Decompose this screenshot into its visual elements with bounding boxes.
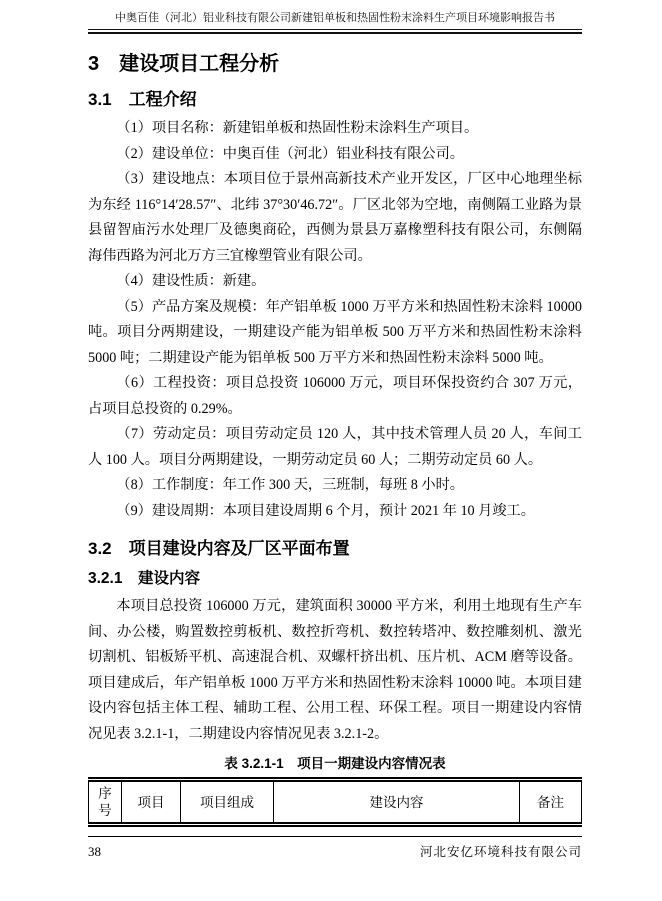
table-header-comp: 项目组成 — [181, 780, 274, 825]
table-header-item: 项目 — [122, 780, 181, 825]
table-header-content: 建设内容 — [274, 780, 520, 825]
footer-rule — [88, 836, 582, 860]
paragraph-build-period: （9）建设周期：本项目建设周期 6 个月，预计 2021 年 10 月竣工。 — [116, 502, 535, 519]
paragraph-location: （3）建设地点：本项目位于景州高新技术产业开发区，厂区中心地理坐标为东经 116°14′28.57″、北纬 37°30′46.72″。厂区北邻为空地，南侧隔工业路为景县留智庙污水处理厂及德奥商砼，西侧为景县万嘉橡塑科技有限公司，东侧隔海伟西路为河北万方三宜橡塑管业有限公司。 — [88, 171, 582, 264]
page-number: 38 — [88, 844, 101, 859]
footer-company-name: 河北安亿环境科技有限公司 — [419, 845, 582, 859]
document-content — [0, 52, 662, 827]
chapter-3-heading: 3 建设项目工程分析 — [88, 53, 280, 75]
page-footer — [0, 836, 662, 901]
phase1-construction-table — [88, 777, 582, 827]
paragraph-work-schedule: （8）工作制度：年工作 300 天，三班制，每班 8 小时。 — [116, 477, 464, 493]
paragraph-project-name: （1）项目名称：新建铝单板和热固性粉末涂料生产项目。 — [116, 120, 479, 136]
table-caption: 表 3.2.1-1 项目一期建设内容情况表 — [224, 756, 446, 771]
table-header-note: 备注 — [520, 780, 582, 825]
table-header-seq: 序号 — [89, 780, 122, 825]
section-3-2-1-heading: 3.2.1 建设内容 — [88, 570, 200, 587]
header-double-rule — [88, 29, 582, 34]
paragraph-staffing: （7）劳动定员：项目劳动定员 120 人，其中技术管理人员 20 人，车间工人 100 人。项目分两期建设，一期劳动定员 60 人；二期劳动定员 60 人。 — [88, 426, 582, 468]
paragraph-construction-content: 本项目总投资 106000 万元，建筑面积 30000 平方米，利用土地现有生产车间、办公楼，购置数控剪板机、数控折弯机、数控转塔冲、数控雕刻机、激光切割机、铝板矫平机、高速混合机、双螺杆挤出机、压片机、ACM 磨等设备。项目建成后，年产铝单板 1000 万平方米和热固性粉末涂料 10000 吨。本项目建设内容包括主体工程、辅助工程、公用工程、环保工程。项目一期建设内容情况见表 3.2.1-1，二期建设内容情况见表 3.2.1-2。 — [88, 598, 582, 742]
page-header — [0, 0, 662, 34]
table-header-row — [89, 780, 582, 825]
section-3-2-heading: 3.2 项目建设内容及厂区平面布置 — [88, 539, 350, 558]
paragraph-investment: （6）工程投资：项目总投资 106000 万元，项目环保投资约合 307 万元，占项目总投资的 0.29%。 — [88, 375, 582, 417]
paragraph-product-scale: （5）产品方案及规模：年产铝单板 1000 万平方米和热固性粉末涂料 10000 吨。项目分两期建设，一期建设产能为铝单板 500 万平方米和热固性粉末涂料 5000 吨；二期建设产能为铝单板 500 万平方米和热固性粉末涂料 5000 吨。 — [88, 298, 582, 366]
section-3-1-heading: 3.1 工程介绍 — [88, 90, 197, 109]
running-header-title: 中奥百佳（河北）铝业科技有限公司新建铝单板和热固性粉末涂料生产项目环境影响报告书 — [115, 12, 555, 24]
paragraph-builder: （2）建设单位：中奥百佳（河北）铝业科技有限公司。 — [116, 145, 464, 162]
paragraph-nature: （4）建设性质：新建。 — [116, 273, 266, 289]
